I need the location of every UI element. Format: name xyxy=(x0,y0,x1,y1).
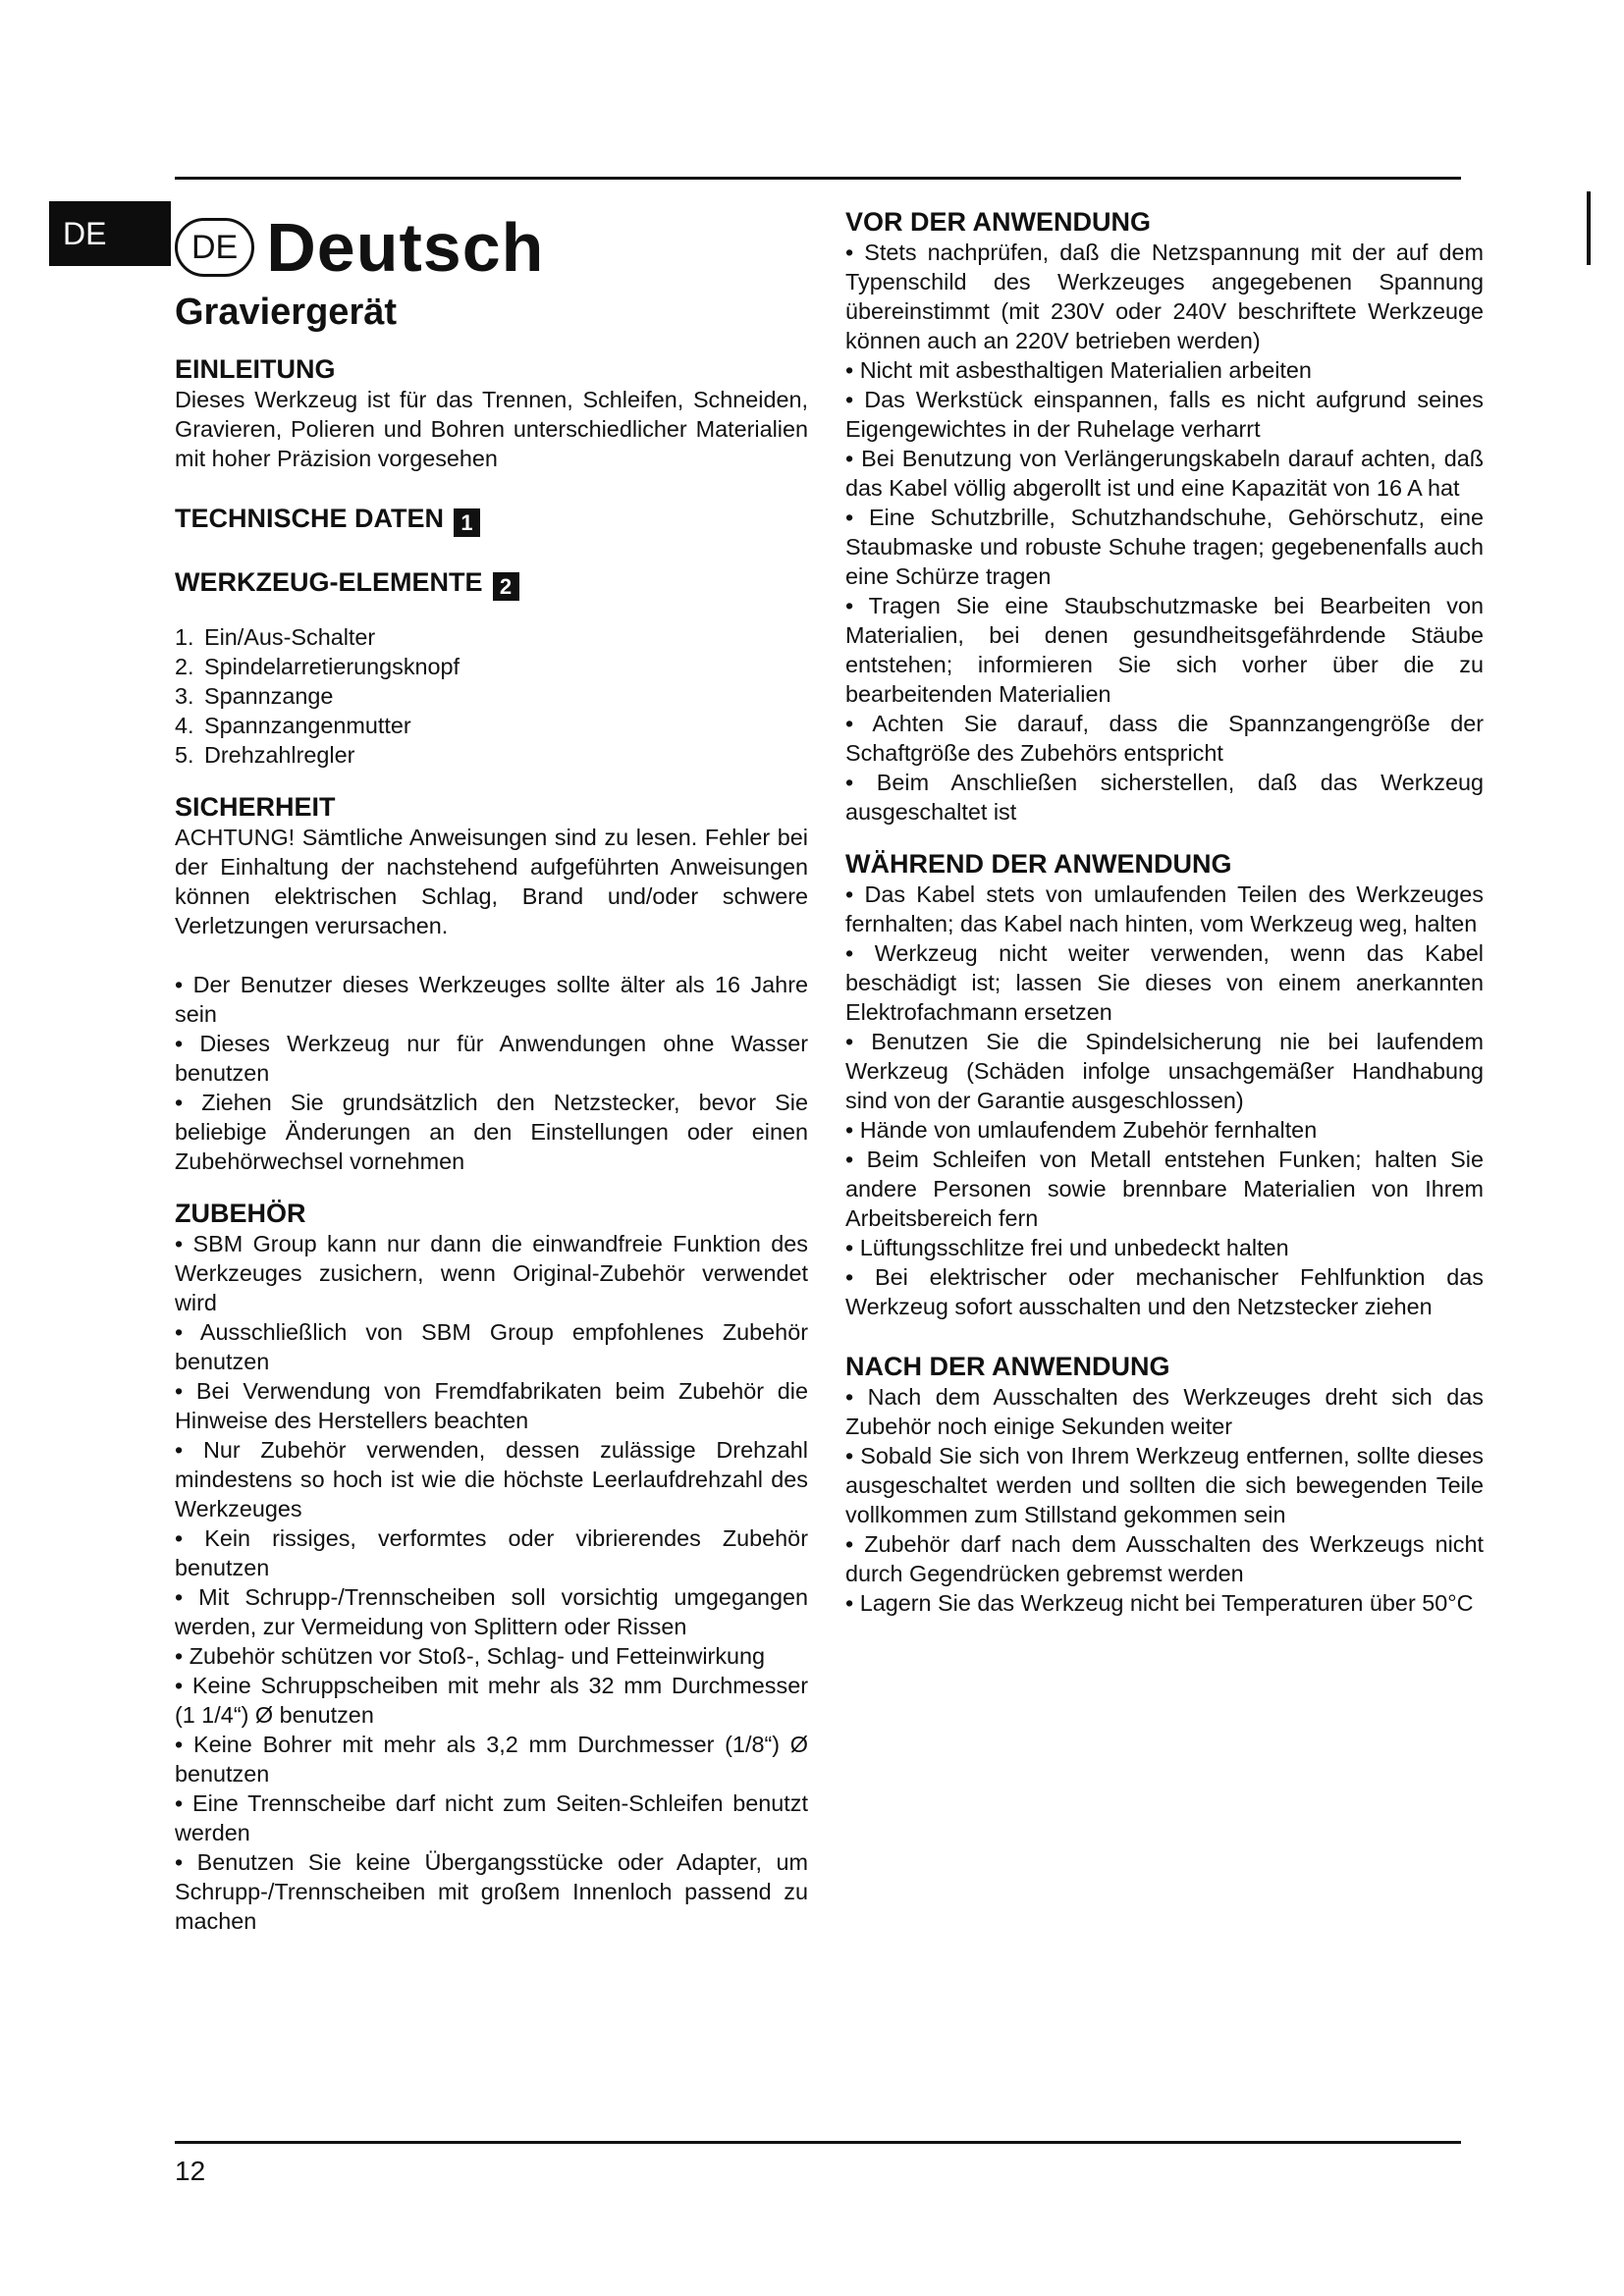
safety-list xyxy=(175,970,808,1176)
list-item: • Zubehör schützen vor Stoß-, Schlag- und Fetteinwirkung xyxy=(175,1643,766,1669)
list-item: 2. Spindelarretierungsknopf xyxy=(175,654,460,679)
section-heading: NACH DER ANWENDUNG xyxy=(845,1352,1170,1381)
language-badge: DE xyxy=(175,218,254,277)
language-tab: DE xyxy=(49,201,171,266)
tool-elements-label: WERKZEUG-ELEMENTE xyxy=(175,567,483,597)
list-item: • Dieses Werkzeug nur für Anwendungen ohne Wasser benutzen xyxy=(175,1031,808,1086)
figure-ref-badge: 2 xyxy=(493,572,519,601)
section-heading: ZUBEHÖR xyxy=(175,1199,306,1228)
section-heading: WÄHREND DER ANWENDUNG xyxy=(845,849,1232,879)
list-item: • Bei Verwendung von Fremdfabrikaten beim Zubehör die Hinweise des Herstellers beachten xyxy=(175,1378,808,1433)
list-item: • Bei elektrischer oder mechanischer Fehlfunktion das Werkzeug sofort ausschalten und den Netzstecker ziehen xyxy=(845,1264,1484,1319)
list-item: • Das Kabel stets von umlaufenden Teilen des Werkzeuges fernhalten; das Kabel nach hinten, vom Werkzeug weg, halten xyxy=(845,881,1484,936)
warning-text: ACHTUNG! Sämtliche Anweisungen sind zu lesen. Fehler bei der Einhaltung der nachstehend aufgeführten Anweisungen können elektrischen Schlag, Brand und/oder schwere Verletzungen verursachen. xyxy=(175,825,808,938)
right-column xyxy=(845,206,1484,1618)
list-item: • Stets nachprüfen, daß die Netzspannung mit der auf dem Typenschild des Werkzeuges angegebenen Spannung übereinstimmt (mit 230V oder 240V beschriftete Werkzeuge können auch an 220V betrieben werden) xyxy=(845,240,1484,353)
list-item: • Sobald Sie sich von Ihrem Werkzeug entfernen, sollte dieses ausgeschaltet werden und sollten die sich bewegenden Teile vollkommen zum Stillstand gekommen sein xyxy=(845,1443,1484,1527)
list-item: • Werkzeug nicht weiter verwenden, wenn das Kabel beschädigt ist; lassen Sie dieses von einem anerkannten Elektrofachmann ersetzen xyxy=(845,940,1484,1025)
bottom-rule xyxy=(175,2141,1461,2144)
list-item: • Der Benutzer dieses Werkzeuges sollte älter als 16 Jahre sein xyxy=(175,972,808,1027)
before-use-list xyxy=(845,238,1484,827)
list-item: • Das Werkstück einspannen, falls es nicht aufgrund seines Eigengewichtes in der Ruhelage verharrt xyxy=(845,387,1484,442)
list-item: • Beim Anschließen sicherstellen, daß das Werkzeug ausgeschaltet ist xyxy=(845,770,1484,825)
list-item: • Keine Bohrer mit mehr als 3,2 mm Durchmesser (1/8“) Ø benutzen xyxy=(175,1732,808,1787)
list-item: • Bei Benutzung von Verlängerungskabeln darauf achten, daß das Kabel völlig abgerollt ist und eine Kapazität von 16 A hat xyxy=(845,446,1484,501)
list-item: • Lüftungsschlitze frei und unbedeckt halten xyxy=(845,1235,1289,1260)
list-item: • Eine Trennscheibe darf nicht zum Seiten-Schleifen benutzt werden xyxy=(175,1790,808,1845)
intro-text: Dieses Werkzeug ist für das Trennen, Schleifen, Schneiden, Gravieren, Polieren und Bohren unterschiedlicher Materialien mit hoher Präzision vorgesehen xyxy=(175,387,808,471)
list-item: • Ausschließlich von SBM Group empfohlenes Zubehör benutzen xyxy=(175,1319,808,1374)
list-item: • Lagern Sie das Werkzeug nicht bei Temperaturen über 50°C xyxy=(845,1590,1474,1616)
list-item: • Benutzen Sie keine Übergangsstücke oder Adapter, um Schrupp-/Trennscheiben mit großem Innenloch passend zu machen xyxy=(175,1849,808,1934)
tech-data-label: TECHNISCHE DATEN xyxy=(175,504,445,533)
after-use-list xyxy=(845,1382,1484,1618)
during-use-list xyxy=(845,880,1484,1321)
margin-bar xyxy=(1587,191,1591,265)
section-heading xyxy=(175,503,808,537)
list-item: 1. Ein/Aus-Schalter xyxy=(175,624,376,650)
section-heading: SICHERHEIT xyxy=(175,792,336,822)
tool-elements-list xyxy=(175,622,808,770)
list-item: • Keine Schruppscheiben mit mehr als 32 mm Durchmesser (1 1/4“) Ø benutzen xyxy=(175,1673,808,1728)
list-item: • Kein rissiges, verformtes oder vibrierendes Zubehör benutzen xyxy=(175,1525,808,1580)
list-item: • Nach dem Ausschalten des Werkzeuges dreht sich das Zubehör noch einige Sekunden weiter xyxy=(845,1384,1484,1439)
list-item: • Ziehen Sie grundsätzlich den Netzstecker, bevor Sie beliebige Änderungen an den Einstellungen oder einen Zubehörwechsel vornehmen xyxy=(175,1090,808,1174)
page-number: 12 xyxy=(175,2156,206,2186)
language-title: Deutsch xyxy=(266,209,545,286)
section-heading: EINLEITUNG xyxy=(175,354,336,384)
accessories-list xyxy=(175,1229,808,1936)
list-item: 3. Spannzange xyxy=(175,683,334,709)
language-header xyxy=(175,208,808,287)
list-item: • Benutzen Sie die Spindelsicherung nie bei laufendem Werkzeug (Schäden infolge unsachgemäßer Handhabung sind von der Garantie ausgeschlossen) xyxy=(845,1029,1484,1113)
top-rule xyxy=(175,177,1461,180)
list-item: • SBM Group kann nur dann die einwandfreie Funktion des Werkzeuges zusichern, wenn Original-Zubehör verwendet wird xyxy=(175,1231,808,1315)
list-item: • Eine Schutzbrille, Schutzhandschuhe, Gehörschutz, eine Staubmaske und robuste Schuhe tragen; gegebenenfalls auch eine Schürze tragen xyxy=(845,505,1484,589)
list-item: • Hände von umlaufendem Zubehör fernhalten xyxy=(845,1117,1318,1143)
page-title: Graviergerät xyxy=(175,292,398,333)
list-item: • Nicht mit asbesthaltigen Materialien arbeiten xyxy=(845,357,1312,383)
figure-ref-badge: 1 xyxy=(454,508,480,537)
left-column xyxy=(175,208,808,1936)
list-item: 5. Drehzahlregler xyxy=(175,742,355,768)
list-item: • Tragen Sie eine Staubschutzmaske bei Bearbeiten von Materialien, bei denen gesundheitsgefährdende Stäube entstehen; informieren Sie sich vorher über die zu bearbeitenden Materialien xyxy=(845,593,1484,707)
section-heading xyxy=(175,566,808,601)
list-item: • Mit Schrupp-/Trennscheiben soll vorsichtig umgegangen werden, zur Vermeidung von Splittern oder Rissen xyxy=(175,1584,808,1639)
section-heading: VOR DER ANWENDUNG xyxy=(845,207,1152,237)
list-item: • Zubehör darf nach dem Ausschalten des Werkzeugs nicht durch Gegendrücken gebremst werden xyxy=(845,1531,1484,1586)
list-item: 4. Spannzangenmutter xyxy=(175,713,411,738)
list-item: • Beim Schleifen von Metall entstehen Funken; halten Sie andere Personen sowie brennbare Materialien von Ihrem Arbeitsbereich fern xyxy=(845,1147,1484,1231)
list-item: • Achten Sie darauf, dass die Spannzangengröße der Schaftgröße des Zubehörs entspricht xyxy=(845,711,1484,766)
list-item: • Nur Zubehör verwenden, dessen zulässige Drehzahl mindestens so hoch ist wie die höchste Leerlaufdrehzahl des Werkzeuges xyxy=(175,1437,808,1522)
